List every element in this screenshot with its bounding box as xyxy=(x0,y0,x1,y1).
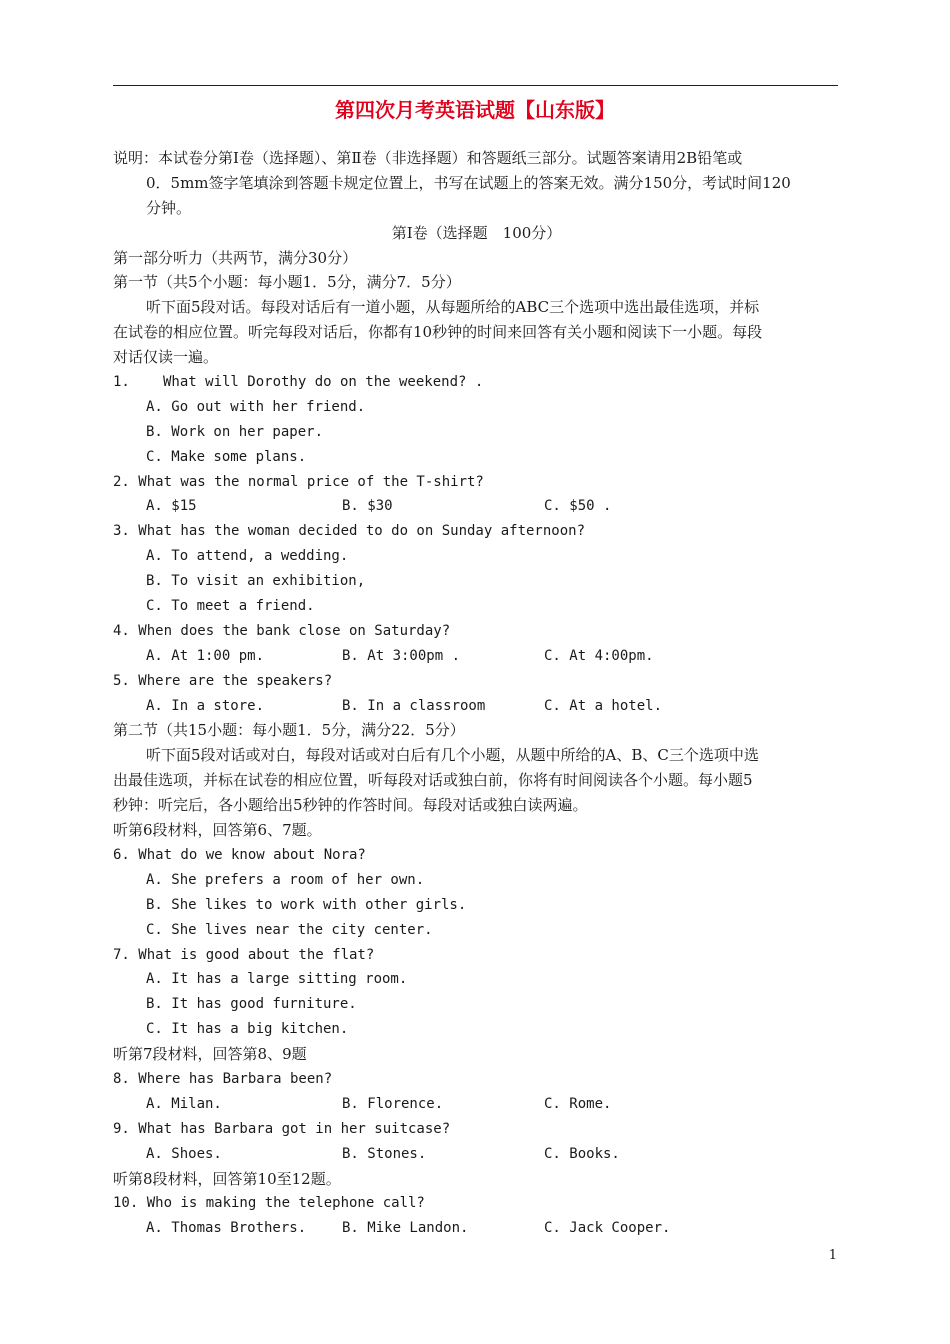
page-title: 第四次月考英语试题【山东版】 xyxy=(335,98,615,122)
option-row xyxy=(113,1092,840,1117)
exam-body xyxy=(113,146,840,1241)
option-row xyxy=(113,1216,840,1241)
option-row xyxy=(113,494,840,519)
question-10: 10. Who is making the telephone call? xyxy=(113,1195,425,1212)
option: B. Stones. xyxy=(342,1145,427,1162)
question-text: What will Dorothy do on the weekend? . xyxy=(163,374,484,391)
instruction-line: 出最佳选项，并标在试卷的相应位置，听每段对话或独白前，你将有时间阅读各个小题。每小题5 xyxy=(113,771,753,790)
intro-line: 说明：本试卷分第Ⅰ卷（选择题）、第Ⅱ卷（非选择题）和答题纸三部分。试题答案请用2B铅笔或 xyxy=(113,149,743,167)
question-number: 1. xyxy=(113,374,130,391)
option: B. Florence. xyxy=(342,1095,444,1112)
option: B. To visit an exhibition, xyxy=(146,573,366,590)
page-number: 1 xyxy=(828,1248,837,1263)
option-row xyxy=(113,1142,840,1167)
question-6: 6. What do we know about Nora? xyxy=(113,846,366,863)
question-4: 4. When does the bank close on Saturday? xyxy=(113,622,451,639)
option: C. $50 . xyxy=(544,498,612,515)
section-title: 第二节（共15小题：每小题1．5分，满分22．5分） xyxy=(113,721,465,740)
question-8: 8. Where has Barbara been? xyxy=(113,1070,333,1087)
option: A. Thomas Brothers. xyxy=(146,1220,307,1237)
option-row xyxy=(113,694,840,719)
intro-line: 0．5mm签字笔填涂到答题卡规定位置上，书写在试题上的答案无效。满分150分，考试时间120 xyxy=(146,173,791,192)
instruction-line: 在试卷的相应位置。听完每段对话后，你都有10秒钟的时间来回答有关小题和阅读下一小题。每段 xyxy=(113,323,763,342)
option: B. In a classroom xyxy=(342,697,486,714)
option: C. Make some plans. xyxy=(146,448,307,465)
question-5: 5. Where are the speakers? xyxy=(113,672,333,689)
volume-title: 第Ⅰ卷（选择题 100分） xyxy=(391,223,562,242)
instruction-line: 听下面5段对话或对白，每段对话或对白后有几个小题，从题中所给的A、B、C三个选项中选 xyxy=(146,746,759,765)
option: C. At 4:00pm. xyxy=(544,647,654,664)
question-3: 3. What has the woman decided to do on Sunday afternoon? xyxy=(113,523,586,540)
option: C. At a hotel. xyxy=(544,697,663,714)
option: A. Go out with her friend. xyxy=(146,398,366,415)
option: B. At 3:00pm . xyxy=(342,647,461,664)
intro-line: 分钟。 xyxy=(146,198,192,217)
option: B. She likes to work with other girls. xyxy=(146,896,467,913)
option: C. Books. xyxy=(544,1145,620,1162)
option: B. It has good furniture. xyxy=(146,996,357,1013)
option: B. Mike Landon. xyxy=(342,1220,469,1237)
material-heading: 听第6段材料，回答第6、7题。 xyxy=(113,821,322,840)
instruction-line: 秒钟：听完后，各小题给出5秒钟的作答时间。每段对话或独白读两遍。 xyxy=(113,796,588,815)
option: A. To attend, a wedding. xyxy=(146,548,349,565)
material-heading: 听第7段材料，回答第8、9题 xyxy=(113,1045,307,1064)
instruction-line: 对话仅读一遍。 xyxy=(113,348,219,367)
section-title: 第一节（共5个小题：每小题1．5分，满分7．5分） xyxy=(113,273,461,292)
question-9: 9. What has Barbara got in her suitcase? xyxy=(113,1120,451,1137)
header-rule xyxy=(113,85,838,86)
option: A. It has a large sitting room. xyxy=(146,971,408,988)
option: A. Milan. xyxy=(146,1095,222,1112)
material-heading: 听第8段材料，回答第10至12题。 xyxy=(113,1169,341,1188)
option: C. It has a big kitchen. xyxy=(146,1021,349,1038)
option: C. Jack Cooper. xyxy=(544,1220,671,1237)
question-1 xyxy=(113,370,840,395)
option: C. She lives near the city center. xyxy=(146,921,433,938)
option: A. At 1:00 pm. xyxy=(146,647,265,664)
option-row xyxy=(113,644,840,669)
option: C. Rome. xyxy=(544,1095,612,1112)
option: A. Shoes. xyxy=(146,1145,222,1162)
part-title: 第一部分听力（共两节，满分30分） xyxy=(113,248,358,267)
question-2: 2. What was the normal price of the T-shirt? xyxy=(113,473,484,490)
option: A. $15 xyxy=(146,498,197,515)
option: B. Work on her paper. xyxy=(146,423,324,440)
question-7: 7. What is good about the flat? xyxy=(113,946,375,963)
option: A. She prefers a room of her own. xyxy=(146,871,425,888)
option: B. $30 xyxy=(342,498,393,515)
option: C. To meet a friend. xyxy=(146,598,315,615)
instruction-line: 听下面5段对话。每段对话后有一道小题，从每题所给的ABC三个选项中选出最佳选项，并标 xyxy=(146,298,760,317)
option: A. In a store. xyxy=(146,697,265,714)
